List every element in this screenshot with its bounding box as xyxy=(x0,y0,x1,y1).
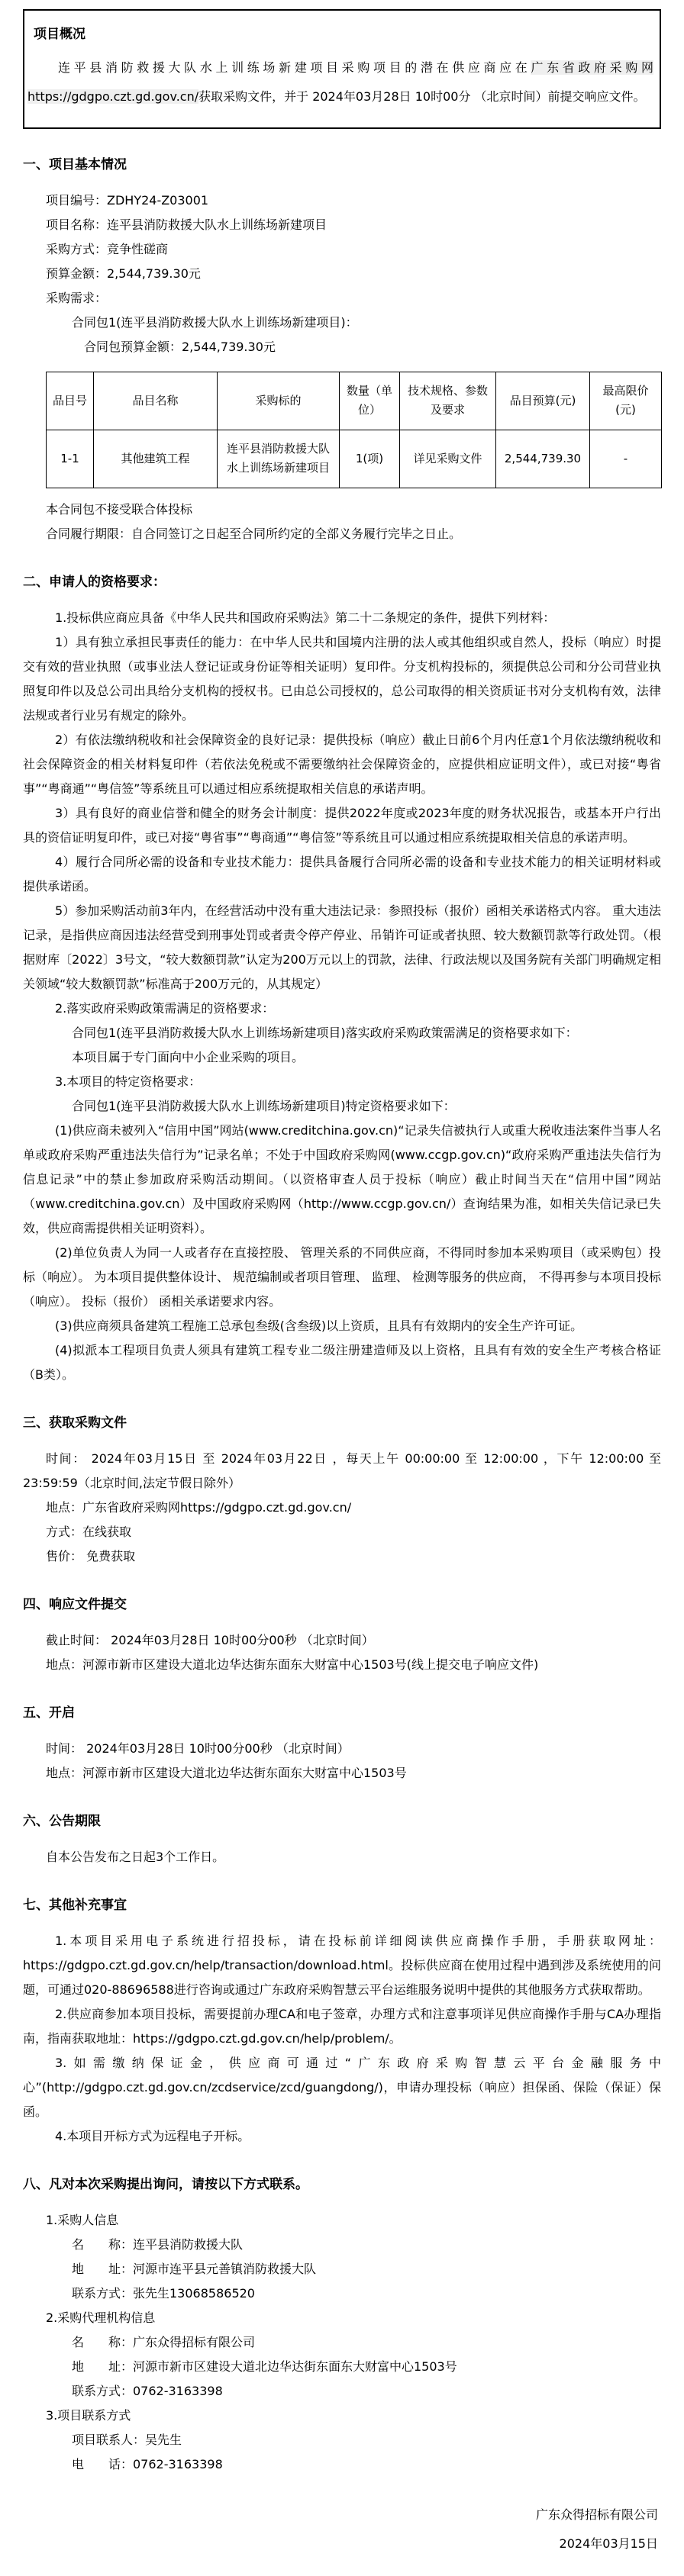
cell-quantity: 1(项) xyxy=(340,430,400,488)
qualification-p3-3: (2)单位负责人为同一人或者存在直接控股、 管理关系的不同供应商，不得同时参加本采购项目（或采购包）投标（响应）。 为本项目提供整体设计、 规范编制或者项目管理、 监理、 检测等服务的供应商， 不得再参与本项目投标（响应）。 投标（报价） 函相关承诺要求内容。 xyxy=(23,1245,661,1309)
agency-address-line: 地 址：河源市新市区建设大道北边华达街东面东大财富中心1503号 xyxy=(72,2359,457,2374)
opening-place-line: 地点：河源市新市区建设大道北边华达街东面东大财富中心1503号 xyxy=(46,1765,407,1780)
submit-place-line: 地点：河源市新市区建设大道北边华达街东面东大财富中心1503号(线上提交电子响应文件) xyxy=(46,1657,539,1672)
col-header-item-name: 品目名称 xyxy=(94,372,218,430)
agency-info-title: 2.采购代理机构信息 xyxy=(46,2310,156,2325)
obtain-place-line: 地点：广东省政府采购网https://gdgpo.czt.gd.gov.cn/ xyxy=(46,1499,352,1515)
overview-paragraph xyxy=(27,53,653,112)
qualification-p3: 3.本项目的特定资格要求： xyxy=(55,1074,202,1089)
project-contact-title: 3.项目联系方式 xyxy=(46,2407,131,2423)
section-notice-period-heading: 六、公告期限 xyxy=(23,1813,101,1829)
col-header-spec: 技术规格、参数及要求 xyxy=(400,372,496,430)
qualification-p1-1: 1）具有独立承担民事责任的能力：在中华人民共和国境内注册的法人或其他组织或自然人，投标（响应）时提交有效的营业执照（或事业法人登记证或身份证等相关证明）复印件。分支机构投标的，须提供总公司和分公司营业执照复印件以及总公司出具给分支机构的授权书。已由总公司授权的，总公司取得的相关资质证书对分支机构有效，法律法规或者行业另有规定的除外。 xyxy=(23,634,661,723)
overview-text-suffix: 获取采购文件，并于 2024年03月28日 10时00分 （北京时间）前提交响应文件。 xyxy=(198,89,646,105)
section-obtain-heading: 三、获取采购文件 xyxy=(23,1415,127,1431)
qualification-p1-4: 4）履行合同所必需的设备和专业技术能力：提供具备履行合同所必需的设备和专业技术能力的相关证明材料或提供承诺函。 xyxy=(23,854,661,894)
cell-spec: 详见采购文件 xyxy=(400,430,496,488)
supplement-p3: 3.如需缴纳保证金，供应商可通过“广东政府采购智慧云平台金融服务中心”(http://gdgpo.czt.gd.gov.cn/zcdservice/zcd/guangdong/)，申请办理投标（响应）担保函、保险（保证）保函。 xyxy=(23,2055,661,2119)
qualification-p1-3: 3）具有良好的商业信誉和健全的财务会计制度：提供2022年度或2023年度的财务状况报告，或基本开户行出具的资信证明复印件，或已对接“粤省事”“粤商通”“粤信签”等系统且可以通过相应系统提取相关信息的承诺声明。 xyxy=(23,805,661,845)
supplement-p1: 1.本项目采用电子系统进行招投标，请在投标前详细阅读供应商操作手册，手册获取网址：https://gdgpo.czt.gd.gov.cn/help/transaction/download.html。投标供应商在使用过程中遇到涉及系统使用的问题，可通过020-88696588进行咨询或通过广东政府采购智慧云平台运维服务说明中提供的其他服务方式获取帮助。 xyxy=(23,1933,661,1997)
qualification-p1: 1.投标供应商应具备《中华人民共和国政府采购法》第二十二条规定的条件，提供下列材料： xyxy=(55,610,556,625)
col-header-item-budget: 品目预算(元) xyxy=(496,372,590,430)
no-consortium-note: 本合同包不接受联合体投标 xyxy=(46,501,193,517)
cell-item-budget: 2,544,739.30 xyxy=(496,430,590,488)
section-opening-heading: 五、开启 xyxy=(23,1705,75,1721)
qualification-p3-4: (3)供应商须具备建筑工程施工总承包叁级(含叁级)以上资质，且具有有效期内的安全生产许可证。 xyxy=(55,1318,583,1333)
agency-name-line: 名 称：广东众得招标有限公司 xyxy=(72,2334,256,2349)
footer-agency-signature: 广东众得招标有限公司 xyxy=(535,2507,658,2522)
procurement-method-line: 采购方式：竞争性磋商 xyxy=(46,241,169,256)
notice-period-content: 自本公告发布之日起3个工作日。 xyxy=(46,1849,225,1864)
qualification-p2-2: 本项目属于专门面向中小企业采购的项目。 xyxy=(72,1049,305,1064)
items-table xyxy=(46,372,662,488)
contract-package-line: 合同包1(连平县消防救援大队水上训练场新建项目)： xyxy=(72,314,358,330)
table-row xyxy=(47,430,662,488)
section-supplement-heading: 七、其他补充事宜 xyxy=(23,1897,127,1913)
cell-subject: 连平县消防救援大队水上训练场新建项目 xyxy=(218,430,340,488)
qualification-p1-2: 2）有依法缴纳税收和社会保障资金的良好记录：提供投标（响应）截止日前6个月内任意1个月依法缴纳税收和社会保障资金的相关材料复印件（若依法免税或不需要缴纳社会保障资金的，应提供相应证明文件），或已对接“粤省事”“粤商通”“粤信签”等系统且可以通过相应系统提取相关信息的承诺声明。 xyxy=(23,732,661,796)
project-contact-person-line: 项目联系人：吴先生 xyxy=(72,2432,182,2447)
project-number-line: 项目编号：ZDHY24-Z03001 xyxy=(46,192,209,208)
col-header-subject: 采购标的 xyxy=(218,372,340,430)
cell-item-no: 1-1 xyxy=(47,430,94,488)
qualification-p3-5: (4)拟派本工程项目负责人须具有建筑工程专业二级注册建造师及以上资格，且具有有效的安全生产考核合格证（B类）。 xyxy=(23,1342,661,1382)
purchaser-info-title: 1.采购人信息 xyxy=(46,2212,119,2227)
project-contact-tel-line: 电 话：0762-3163398 xyxy=(72,2456,223,2471)
procurement-site-link[interactable]: 广东省政府采购网https://gdgpo.czt.gd.gov.cn/ xyxy=(27,60,653,105)
purchaser-contact-line: 联系方式：张先生13068586520 xyxy=(72,2285,255,2301)
qualification-p3-1: 合同包1(连平县消防救援大队水上训练场新建项目)特定资格要求如下： xyxy=(72,1098,456,1113)
opening-time-line: 时间： 2024年03月28日 10时00分00秒 （北京时间） xyxy=(46,1740,350,1756)
qualification-p2-1: 合同包1(连平县消防救援大队水上训练场新建项目)落实政府采购政策需满足的资格要求如下： xyxy=(72,1025,578,1040)
purchaser-name-line: 名 称：连平县消防救援大队 xyxy=(72,2236,244,2252)
supplement-p4: 4.本项目开标方式为远程电子开标。 xyxy=(55,2128,250,2143)
obtain-time-line: 时间： 2024年03月15日 至 2024年03月22日 ，每天上午 00:00:00 至 12:00:00 ，下午 12:00:00 至 23:59:59（北京时间,法定节假日除外） xyxy=(23,1451,661,1490)
obtain-price-line: 售价： 免费获取 xyxy=(46,1548,136,1563)
section-qualification-heading: 二、申请人的资格要求： xyxy=(23,574,166,590)
contract-term-note: 合同履行期限：自合同签订之日起至合同所约定的全部义务履行完毕之日止。 xyxy=(46,526,462,541)
purchaser-address-line: 地 址：河源市连平县元善镇消防救援大队 xyxy=(72,2261,317,2276)
project-overview-box xyxy=(23,9,661,129)
section-contact-heading: 八、凡对本次采购提出询问，请按以下方式联系。 xyxy=(23,2176,308,2192)
qualification-p1-5: 5）参加采购活动前3年内，在经营活动中没有重大违法记录：参照投标（报价）函相关承诺格式内容。 重大违法记录，是指供应商因违法经营受到刑事处罚或者责令停产停业、吊销许可证或者执照、较大数额罚款等行政处罚。（根据财库〔2022〕3号文，“较大数额罚款”认定为200万元以上的罚款，法律、行政法规以及国务院有关部门明确规定相关领域“较大数额罚款”标准高于200万元的，从其规定） xyxy=(23,903,661,991)
agency-contact-line: 联系方式：0762-3163398 xyxy=(72,2383,223,2398)
items-table-header-row xyxy=(47,372,662,430)
cell-item-name: 其他建筑工程 xyxy=(94,430,218,488)
section-submit-heading: 四、响应文件提交 xyxy=(23,1596,127,1612)
col-header-price-limit: 最高限价(元) xyxy=(590,372,662,430)
supplement-p2: 2.供应商参加本项目投标，需要提前办理CA和电子签章，办理方式和注意事项详见供应商操作手册与CA办理指南，指南获取地址：https://gdgpo.czt.gd.gov.cn/help/problem/。 xyxy=(23,2006,661,2046)
project-name-line: 项目名称：连平县消防救援大队水上训练场新建项目 xyxy=(46,217,327,232)
cell-price-limit: - xyxy=(590,430,662,488)
budget-line: 预算金额：2,544,739.30元 xyxy=(46,266,201,281)
demand-label-line: 采购需求： xyxy=(46,290,108,305)
col-header-item-no: 品目号 xyxy=(47,372,94,430)
submit-deadline-line: 截止时间： 2024年03月28日 10时00分00秒 （北京时间） xyxy=(46,1632,374,1647)
qualification-p2: 2.落实政府采购政策需满足的资格要求： xyxy=(55,1000,275,1016)
col-header-quantity: 数量（单位） xyxy=(340,372,400,430)
footer-date: 2024年03月15日 xyxy=(559,2536,658,2551)
overview-title: 项目概况 xyxy=(34,27,86,42)
qualification-p3-2: (1)供应商未被列入“信用中国”网站(www.creditchina.gov.cn)“记录失信被执行人或重大税收违法案件当事人名单或政府采购严重违法失信行为”记录名单；不处于中国政府采购网(www.ccgp.gov.cn)“政府采购严重违法失信行为信息记录”中的禁止参加政府采购活动期间。（以资格审查人员于投标（响应）截止时间当天在“信用中国”网站（www.creditchina.gov.cn）及中国政府采购网（http://www.ccgp.gov.cn/）查询结果为准，如相关失信记录已失效，供应商需提供相关证明资料）。 xyxy=(23,1122,661,1235)
section-basic-heading: 一、项目基本情况 xyxy=(23,156,127,172)
overview-text-prefix: 连平县消防救援大队水上训练场新建项目采购项目的潜在供应商应在 xyxy=(58,60,531,75)
package-budget-line: 合同包预算金额：2,544,739.30元 xyxy=(84,339,276,354)
obtain-method-line: 方式：在线获取 xyxy=(46,1524,132,1539)
